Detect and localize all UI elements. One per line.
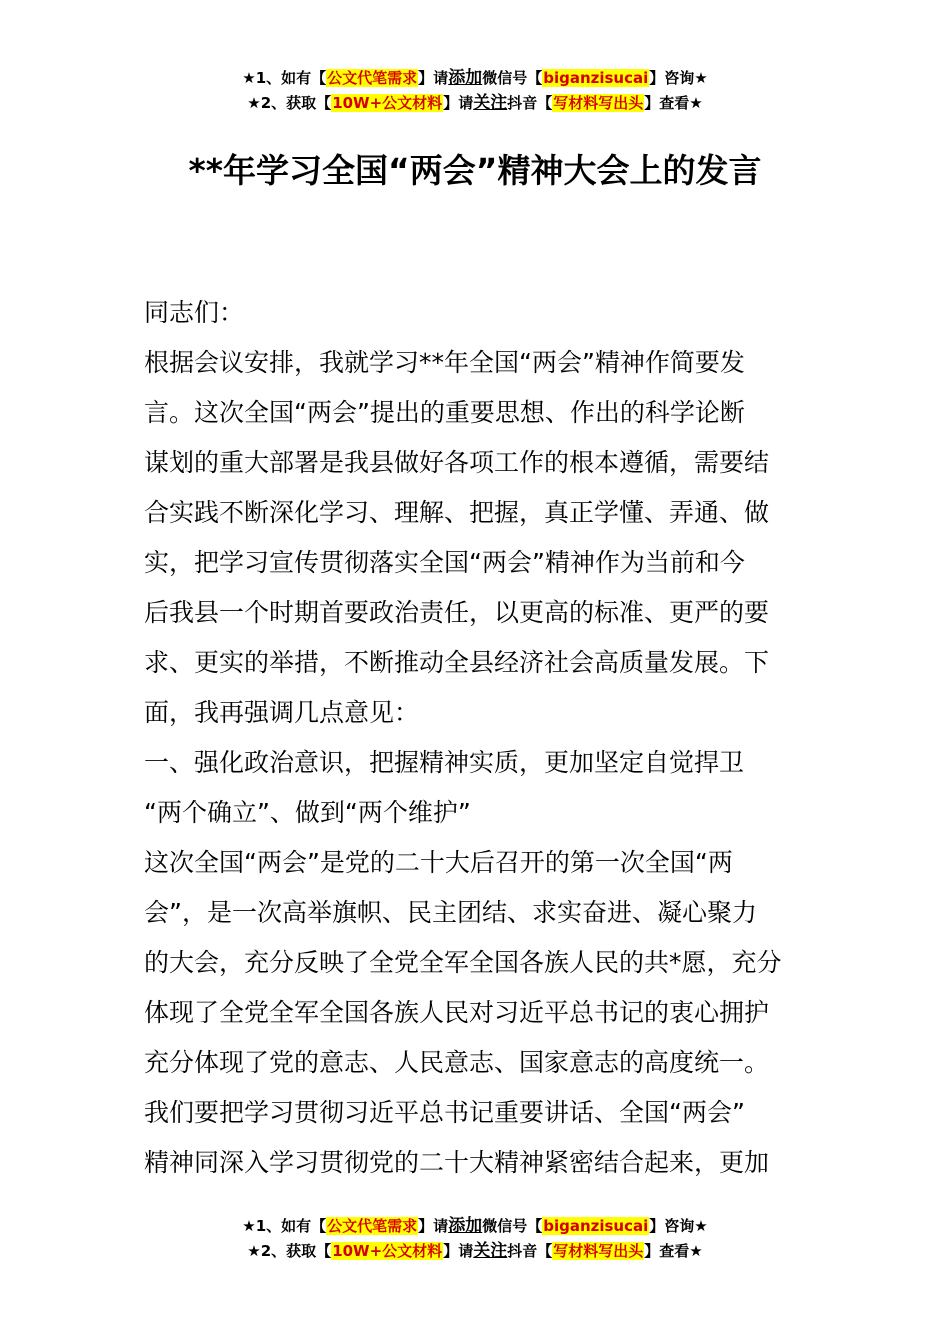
banner-highlight-service: 公文代笔需求 [327, 69, 418, 87]
body-line: 面，我再强调几点意见： [144, 698, 420, 727]
banner-text: 抖音【 [507, 1242, 553, 1260]
banner-text: 】查看★ [644, 94, 703, 112]
banner-emphasis: 关注 [473, 93, 508, 113]
body-line: 充分体现了党的意志、人民意志、国家意志的高度统一。 [144, 1048, 770, 1077]
banner-text: 】查看★ [644, 1242, 703, 1260]
body-line: 会”，是一次高举旗帜、民主团结、求实奋进、凝心聚力 [144, 898, 757, 927]
body-line: 后我县一个时期首要政治责任，以更高的标准、更严的要 [144, 598, 770, 627]
salutation: 同志们： [144, 298, 245, 327]
banner-emphasis: 关注 [473, 1241, 508, 1261]
banner-text: ★2、获取【 [247, 1242, 332, 1260]
body-line: 实，把学习宣传贯彻落实全国“两会”精神作为当前和今 [144, 548, 745, 577]
footer-banner [0, 1214, 950, 1264]
body-line: 谋划的重大部署是我县做好各项工作的根本遵循，需要结 [144, 448, 770, 477]
body-line: 体现了全党全军全国各族人民对习近平总书记的衷心拥护 [144, 998, 770, 1027]
banner-highlight-douyin-account: 写材料写出头 [553, 1242, 644, 1260]
header-banner-line-2 [0, 91, 950, 116]
header-banner [0, 66, 950, 116]
banner-highlight-wechat-id: biganzisucai [543, 1217, 649, 1235]
body-line: 精神同深入学习贯彻党的二十大精神紧密结合起来，更加 [144, 1148, 770, 1177]
section-heading-line: 一、强化政治意识，把握精神实质，更加坚定自觉捍卫 [144, 748, 745, 777]
banner-text: ★1、如有【 [242, 69, 327, 87]
banner-text: 】咨询★ [649, 69, 708, 87]
body-line: 的大会，充分反映了全党全军全国各族人民的共*愿，充分 [144, 948, 782, 977]
banner-highlight-service: 公文代笔需求 [327, 1217, 418, 1235]
banner-highlight-douyin-account: 写材料写出头 [553, 94, 644, 112]
banner-text: ★2、获取【 [247, 94, 332, 112]
body-line: 求、更实的举措，不断推动全县经济社会高质量发展。下 [144, 648, 770, 677]
body-line: 言。这次全国“两会”提出的重要思想、作出的科学论断 [144, 398, 745, 427]
banner-text: 抖音【 [507, 94, 553, 112]
banner-text: 】请 [443, 94, 474, 112]
body-line: 我们要把学习贯彻习近平总书记重要讲话、全国“两会” [144, 1098, 745, 1127]
footer-banner-line-1 [0, 1214, 950, 1239]
banner-highlight-materials: 10W+公文材料 [332, 1242, 443, 1260]
footer-banner-line-2 [0, 1239, 950, 1264]
body-line: 根据会议安排，我就学习**年全国“两会”精神作简要发 [144, 348, 745, 377]
body-line: 这次全国“两会”是党的二十大后召开的第一次全国“两 [144, 848, 733, 877]
body-line: 合实践不断深化学习、理解、把握，真正学懂、弄通、做 [144, 498, 770, 527]
document-body [144, 288, 814, 1188]
banner-text: 】请 [418, 1217, 449, 1235]
section-heading-line: “两个确立”、做到“两个维护” [144, 798, 471, 827]
banner-text: 】请 [418, 69, 449, 87]
banner-text: 微信号【 [482, 69, 543, 87]
banner-highlight-materials: 10W+公文材料 [332, 94, 443, 112]
document-title: **年学习全国“两会”精神大会上的发言 [188, 151, 762, 190]
banner-text: 微信号【 [482, 1217, 543, 1235]
banner-highlight-wechat-id: biganzisucai [543, 69, 649, 87]
banner-text: ★1、如有【 [242, 1217, 327, 1235]
banner-text: 】请 [443, 1242, 474, 1260]
banner-text: 】咨询★ [649, 1217, 708, 1235]
banner-emphasis: 添加 [448, 68, 483, 88]
header-banner-line-1 [0, 66, 950, 91]
banner-emphasis: 添加 [448, 1216, 483, 1236]
